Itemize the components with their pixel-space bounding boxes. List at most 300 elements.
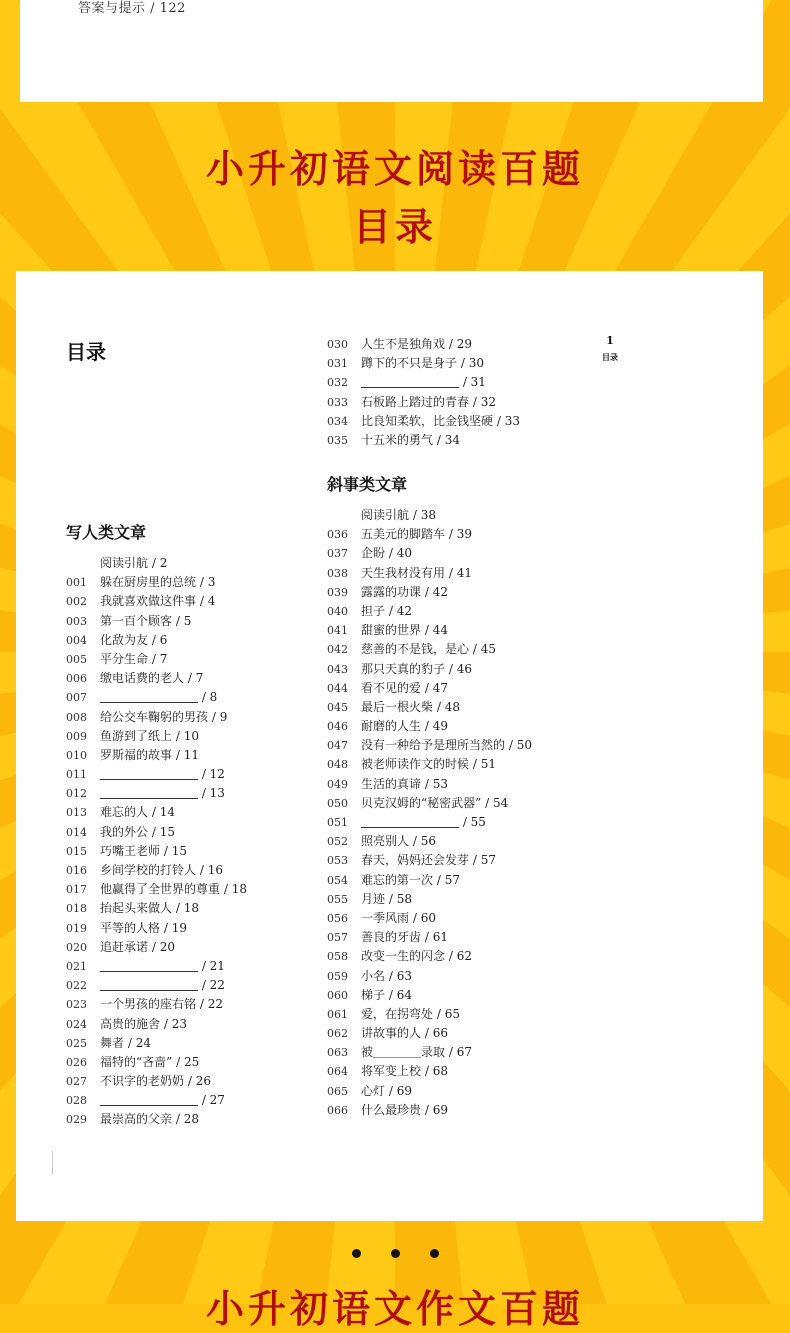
entry-number: 026 bbox=[66, 1055, 87, 1069]
entry-page: 68 bbox=[432, 1064, 448, 1079]
left-entries bbox=[66, 554, 247, 1130]
side-label: 目录 bbox=[602, 352, 618, 362]
entry-number: 005 bbox=[66, 652, 87, 666]
toc-entry bbox=[327, 602, 532, 621]
page-separator: / bbox=[459, 815, 471, 829]
entry-number: 013 bbox=[66, 806, 87, 820]
fill-in-blank bbox=[361, 375, 459, 388]
page-separator: / bbox=[196, 575, 208, 590]
entry-page: 21 bbox=[209, 958, 225, 973]
page-separator: / bbox=[385, 1083, 397, 1098]
toc-entry bbox=[66, 995, 247, 1014]
entry-title: 人生不是独角戏 bbox=[361, 337, 446, 351]
entry-title: 生活的真谛 bbox=[361, 776, 422, 791]
entry-page: 4 bbox=[207, 594, 216, 609]
page-separator: / bbox=[409, 834, 421, 849]
entry-title: 阅读引航 bbox=[361, 508, 410, 522]
entry-number: 032 bbox=[327, 376, 348, 390]
toc-entry bbox=[327, 928, 532, 947]
toc-entry bbox=[66, 631, 247, 650]
toc-page bbox=[16, 271, 763, 1221]
entry-number: 049 bbox=[327, 777, 348, 791]
banner-title: 小升初语文阅读百题 bbox=[205, 147, 584, 191]
page-separator: / bbox=[385, 546, 397, 561]
entry-page: 22 bbox=[207, 997, 223, 1012]
entry-page: 34 bbox=[444, 432, 460, 447]
page-separator: / bbox=[421, 719, 433, 734]
page-separator: / bbox=[433, 1006, 445, 1021]
entry-page: 33 bbox=[504, 413, 520, 428]
entry-number: 027 bbox=[66, 1075, 87, 1089]
entry-title: 慈善的不是钱，是心 bbox=[361, 642, 470, 657]
page-separator: / bbox=[172, 1054, 184, 1069]
entry-page: 7 bbox=[159, 651, 168, 666]
entry-title: 高贵的施舍 bbox=[100, 1016, 161, 1031]
page-separator: / bbox=[198, 767, 210, 782]
toc-entry bbox=[327, 1043, 532, 1062]
entry-page: 3 bbox=[207, 575, 216, 590]
entry-page: 50 bbox=[516, 738, 532, 753]
entry-title: 十五米的勇气 bbox=[361, 432, 434, 447]
entry-title: 福特的“吝啬” bbox=[100, 1054, 173, 1069]
entry-number: 051 bbox=[327, 816, 348, 829]
entry-page: 13 bbox=[209, 786, 225, 801]
entry-number: 035 bbox=[327, 433, 348, 447]
entry-page: 64 bbox=[396, 987, 412, 1002]
toc-entry bbox=[327, 373, 520, 392]
entry-number: 023 bbox=[66, 998, 87, 1012]
toc-entry bbox=[327, 544, 532, 563]
entry-title: 小名 bbox=[361, 968, 386, 983]
entry-page: 53 bbox=[432, 776, 448, 791]
next-banner-title: 小升初语文作文百题 bbox=[205, 1287, 584, 1331]
toc-entry bbox=[66, 1015, 247, 1034]
page-separator: / bbox=[160, 1016, 172, 1031]
entry-title: 贝克汉姆的“秘密武器” bbox=[361, 795, 482, 810]
page-heading: 目录 bbox=[66, 340, 106, 364]
entry-title: 躲在厨房里的总统 bbox=[100, 575, 197, 590]
toc-entry bbox=[327, 621, 532, 640]
entry-title: 他赢得了全世界的尊重 bbox=[100, 882, 221, 897]
entry-number: 004 bbox=[66, 633, 87, 647]
toc-entry bbox=[327, 393, 520, 412]
toc-entry bbox=[327, 717, 532, 736]
toc-entry bbox=[327, 660, 532, 679]
entry-title: 一季风雨 bbox=[361, 910, 410, 925]
entry-number: 047 bbox=[327, 739, 348, 753]
page-separator: / bbox=[421, 1064, 433, 1079]
dot-icon bbox=[352, 1249, 361, 1258]
entry-number: 009 bbox=[66, 729, 87, 743]
entry-title: 什么最珍贵 bbox=[361, 1102, 422, 1117]
page-separator: / bbox=[148, 939, 160, 954]
entry-number: 064 bbox=[327, 1065, 348, 1079]
page-separator: / bbox=[433, 432, 445, 447]
entry-page: 51 bbox=[480, 757, 496, 772]
entry-page: 18 bbox=[183, 901, 199, 916]
fill-in-blank bbox=[100, 978, 198, 991]
page-separator: / bbox=[421, 1026, 433, 1041]
page-separator: / bbox=[160, 843, 172, 858]
entry-title: 罗斯福的故事 bbox=[100, 747, 173, 762]
right-bottom-entries bbox=[327, 506, 532, 1120]
toc-entry bbox=[66, 727, 247, 746]
entry-page: 18 bbox=[231, 882, 247, 897]
entry-page: 15 bbox=[171, 843, 187, 858]
page-separator: / bbox=[184, 671, 196, 686]
entry-page: 30 bbox=[468, 356, 484, 371]
toc-entry bbox=[66, 1091, 247, 1110]
entry-number: 008 bbox=[66, 710, 87, 724]
toc-entry bbox=[327, 506, 532, 525]
entry-number: 019 bbox=[66, 921, 87, 935]
entry-title: 被＿＿＿＿录取 bbox=[361, 1045, 446, 1060]
toc-entry bbox=[327, 967, 532, 986]
toc-entry bbox=[66, 784, 247, 803]
toc-entry bbox=[327, 851, 532, 870]
dot-icon bbox=[391, 1249, 400, 1258]
entry-title: 舞者 bbox=[100, 1035, 125, 1050]
entry-page: 42 bbox=[432, 584, 448, 599]
entry-title: 讲故事的人 bbox=[361, 1026, 422, 1041]
entry-title: 化敌为友 bbox=[100, 632, 149, 647]
entry-title: 爱，在拐弯处 bbox=[361, 1006, 434, 1021]
entry-page: 5 bbox=[183, 613, 192, 628]
entry-number: 001 bbox=[66, 576, 87, 590]
page-separator: / bbox=[445, 527, 457, 542]
page-separator: / bbox=[445, 1045, 457, 1060]
entry-number: 063 bbox=[327, 1046, 348, 1060]
entry-page: 25 bbox=[183, 1054, 200, 1069]
page-separator: / bbox=[421, 680, 433, 695]
entry-title: 追赶承诺 bbox=[100, 939, 149, 954]
page-separator: / bbox=[148, 805, 160, 820]
entry-title: 缴电话费的老人 bbox=[100, 671, 185, 686]
category-heading-narrative: 斜事类文章 bbox=[327, 475, 408, 494]
entry-number: 031 bbox=[327, 357, 348, 371]
fill-in-blank bbox=[100, 786, 198, 799]
entry-page: 8 bbox=[209, 690, 218, 705]
left-column bbox=[66, 520, 247, 1130]
page-number-marker bbox=[602, 335, 618, 362]
toc-entry bbox=[327, 813, 532, 832]
fill-in-blank bbox=[100, 767, 198, 780]
fill-in-blank bbox=[361, 815, 459, 828]
toc-entry bbox=[327, 1005, 532, 1024]
entry-page: 28 bbox=[183, 1112, 199, 1127]
page-separator: / bbox=[172, 613, 184, 628]
entry-title: 没有一种给予是理所当然的 bbox=[361, 738, 506, 753]
entry-page: 47 bbox=[432, 680, 448, 695]
entry-number: 007 bbox=[66, 691, 87, 705]
page-separator: / bbox=[469, 853, 481, 868]
entry-title: 心灯 bbox=[361, 1083, 386, 1098]
entry-number: 039 bbox=[327, 585, 348, 599]
toc-entry bbox=[66, 919, 247, 938]
toc-entry bbox=[66, 708, 247, 727]
entry-page: 16 bbox=[207, 863, 223, 877]
toc-entry bbox=[66, 554, 247, 573]
entry-title: 月迹 bbox=[361, 891, 386, 906]
toc-entry bbox=[327, 775, 532, 794]
page-separator: / bbox=[198, 978, 210, 993]
entry-title: 第一百个顾客 bbox=[100, 613, 173, 628]
toc-entry bbox=[327, 583, 532, 602]
toc-entry bbox=[66, 573, 247, 592]
entry-page: 41 bbox=[456, 565, 472, 580]
entry-title: 梯子 bbox=[361, 987, 386, 1002]
entry-number: 011 bbox=[66, 768, 87, 782]
page-separator: / bbox=[481, 795, 493, 810]
toc-entry bbox=[66, 650, 247, 669]
entry-page: 15 bbox=[159, 824, 175, 839]
entry-page: 48 bbox=[444, 699, 460, 714]
previous-page-card bbox=[20, 0, 763, 102]
entry-number: 054 bbox=[327, 873, 348, 887]
entry-number: 002 bbox=[66, 595, 87, 609]
toc-entry bbox=[327, 698, 532, 717]
page-separator: / bbox=[421, 930, 433, 945]
toc-entry bbox=[327, 564, 532, 583]
page-separator: / bbox=[148, 632, 160, 647]
entry-title: 被老师读作文的时候 bbox=[361, 757, 470, 772]
right-top-entries bbox=[327, 335, 520, 450]
toc-entry bbox=[66, 669, 247, 688]
toc-entry bbox=[66, 612, 247, 631]
toc-entry bbox=[327, 871, 532, 890]
fill-in-blank bbox=[100, 1093, 198, 1106]
entry-title: 抬起头来做人 bbox=[100, 901, 173, 916]
toc-entry bbox=[66, 957, 247, 976]
entry-number: 041 bbox=[327, 624, 348, 638]
entry-page: 54 bbox=[492, 795, 509, 810]
entry-page: 39 bbox=[456, 527, 472, 542]
page-separator: / bbox=[220, 882, 232, 897]
toc-entry bbox=[66, 842, 247, 861]
toc-entry bbox=[327, 755, 532, 774]
entry-title: 耐磨的人生 bbox=[361, 719, 422, 734]
entry-page: 11 bbox=[183, 747, 199, 762]
page-separator: / bbox=[493, 413, 505, 428]
entry-title: 最后一根火柴 bbox=[361, 699, 434, 714]
page-separator: / bbox=[505, 738, 517, 753]
entry-number: 048 bbox=[327, 758, 348, 772]
toc-entry bbox=[66, 1110, 247, 1129]
page-separator: / bbox=[172, 901, 184, 916]
toc-entry bbox=[327, 679, 532, 698]
entry-number: 038 bbox=[327, 566, 348, 580]
page-separator: / bbox=[421, 776, 433, 791]
entry-page: 14 bbox=[159, 805, 175, 820]
page-separator: / bbox=[457, 356, 469, 371]
entry-title: 难忘的人 bbox=[100, 805, 149, 820]
entry-number: 022 bbox=[66, 979, 87, 993]
entry-number: 044 bbox=[327, 681, 348, 695]
entry-number: 046 bbox=[327, 720, 348, 734]
entry-number: 003 bbox=[66, 614, 87, 628]
entry-number: 060 bbox=[327, 988, 348, 1002]
entry-number: 014 bbox=[66, 825, 87, 839]
entry-number: 020 bbox=[66, 940, 87, 954]
entry-number: 029 bbox=[66, 1113, 87, 1127]
entry-number: 059 bbox=[327, 969, 348, 983]
fill-in-blank bbox=[100, 959, 198, 972]
entry-page: 27 bbox=[209, 1093, 225, 1108]
entry-title: 比良知柔软，比金钱坚硬 bbox=[361, 413, 494, 428]
page-separator: / bbox=[184, 1074, 196, 1089]
entry-page: 26 bbox=[195, 1074, 211, 1089]
entry-page: 46 bbox=[456, 661, 472, 676]
entry-page: 65 bbox=[444, 1006, 460, 1021]
toc-entry bbox=[66, 592, 247, 611]
scan-artifact bbox=[52, 1151, 53, 1175]
entry-title: 照亮别人 bbox=[361, 834, 410, 849]
entry-title: 春天，妈妈还会发芽 bbox=[361, 853, 470, 868]
entry-number: 058 bbox=[327, 950, 348, 964]
page-separator: / bbox=[160, 920, 172, 935]
banner-subtitle: 目录 bbox=[352, 205, 437, 249]
divider-dots bbox=[0, 1243, 790, 1262]
entry-page: 56 bbox=[420, 834, 436, 849]
entry-page: 62 bbox=[456, 949, 472, 964]
entry-number: 061 bbox=[327, 1007, 348, 1021]
toc-entry bbox=[327, 525, 532, 544]
entry-title: 看不见的爱 bbox=[361, 680, 422, 695]
page-separator: / bbox=[196, 594, 208, 609]
entry-number: 030 bbox=[327, 338, 348, 351]
entry-page: 63 bbox=[396, 968, 412, 983]
toc-entry bbox=[66, 765, 247, 784]
entry-number: 036 bbox=[327, 528, 348, 542]
toc-entry bbox=[327, 794, 532, 813]
dot-icon bbox=[430, 1249, 439, 1258]
entry-number: 024 bbox=[66, 1017, 87, 1031]
entry-number: 018 bbox=[66, 902, 87, 916]
category-heading-people: 写人类文章 bbox=[66, 523, 147, 542]
entry-title: 难忘的第一次 bbox=[361, 872, 434, 887]
entry-number: 043 bbox=[327, 662, 348, 676]
toc-entry bbox=[66, 823, 247, 842]
page-separator: / bbox=[148, 556, 160, 570]
page-separator: / bbox=[172, 747, 184, 762]
toc-entry bbox=[66, 861, 247, 880]
entry-number: 034 bbox=[327, 414, 348, 428]
entry-number: 042 bbox=[327, 643, 348, 657]
page-separator: / bbox=[196, 863, 208, 877]
toc-entry bbox=[327, 947, 532, 966]
page-separator: / bbox=[148, 824, 160, 839]
toc-entry bbox=[327, 986, 532, 1005]
page-separator: / bbox=[433, 699, 445, 714]
page-separator: / bbox=[445, 949, 457, 964]
page-number: 1 bbox=[606, 334, 614, 347]
toc-entry bbox=[327, 1082, 532, 1101]
page-separator: / bbox=[421, 623, 433, 638]
entry-title: 给公交车鞠躬的男孩 bbox=[100, 709, 209, 724]
page-separator: / bbox=[459, 375, 471, 390]
toc-entry bbox=[66, 1072, 247, 1091]
entry-number: 055 bbox=[327, 892, 348, 906]
page-separator: / bbox=[172, 1112, 184, 1127]
entry-title: 鱼游到了纸上 bbox=[100, 728, 173, 743]
entry-page: 20 bbox=[159, 939, 175, 954]
entry-page: 40 bbox=[396, 546, 412, 561]
toc-entry bbox=[327, 890, 532, 909]
entry-title: 一个男孩的座右铭 bbox=[100, 997, 197, 1012]
entry-page: 58 bbox=[396, 891, 412, 906]
entry-page: 29 bbox=[456, 337, 472, 351]
entry-number: 056 bbox=[327, 911, 348, 925]
toc-entry bbox=[66, 938, 247, 957]
toc-entry bbox=[327, 1101, 532, 1120]
entry-page: 22 bbox=[209, 978, 225, 993]
entry-page: 49 bbox=[432, 719, 448, 734]
entry-number: 012 bbox=[66, 787, 87, 801]
toc-entry bbox=[327, 412, 520, 431]
page-separator: / bbox=[198, 786, 210, 801]
entry-page: 42 bbox=[396, 603, 412, 618]
page-separator: / bbox=[385, 987, 397, 1002]
toc-entry bbox=[66, 803, 247, 822]
toc-entry bbox=[66, 1053, 247, 1072]
page-separator: / bbox=[433, 872, 445, 887]
page-separator: / bbox=[208, 709, 220, 724]
toc-entry bbox=[66, 899, 247, 918]
entry-number: 025 bbox=[66, 1036, 87, 1050]
toc-entry bbox=[327, 909, 532, 928]
entry-title: 五美元的脚踏车 bbox=[361, 527, 446, 542]
page-separator: / bbox=[385, 891, 397, 906]
page-separator: / bbox=[385, 603, 397, 618]
entry-number: 017 bbox=[66, 883, 87, 897]
toc-entry bbox=[327, 1062, 532, 1081]
entry-title: 露露的功课 bbox=[361, 584, 422, 599]
entry-page: 24 bbox=[135, 1035, 151, 1050]
toc-entry bbox=[66, 880, 247, 899]
entry-page: 69 bbox=[396, 1083, 412, 1098]
page-separator: / bbox=[409, 910, 421, 925]
toc-entry bbox=[327, 431, 520, 450]
entry-number: 016 bbox=[66, 864, 87, 877]
entry-title: 改变一生的闪念 bbox=[361, 949, 446, 964]
entry-page: 2 bbox=[159, 556, 168, 570]
entry-number: 028 bbox=[66, 1094, 87, 1108]
entry-number: 010 bbox=[66, 748, 87, 762]
toc-entry bbox=[66, 1034, 247, 1053]
entry-title: 蹲下的不只是身子 bbox=[361, 356, 458, 371]
entry-title: 我就喜欢做这件事 bbox=[100, 594, 197, 609]
entry-title: 善良的牙齿 bbox=[361, 930, 422, 945]
entry-page: 9 bbox=[219, 709, 228, 724]
entry-number: 006 bbox=[66, 672, 87, 686]
right-column-top bbox=[327, 335, 520, 450]
toc-entry bbox=[66, 746, 247, 765]
page-separator: / bbox=[445, 337, 457, 351]
page-separator: / bbox=[198, 690, 210, 705]
entry-page: 45 bbox=[480, 642, 496, 657]
entry-number: 045 bbox=[327, 700, 348, 714]
entry-page: 6 bbox=[159, 632, 168, 647]
page-separator: / bbox=[196, 997, 208, 1012]
entry-title: 平等的人格 bbox=[100, 920, 161, 935]
entry-number: 050 bbox=[327, 796, 348, 810]
entry-title: 最崇高的父亲 bbox=[100, 1112, 173, 1127]
entry-number: 037 bbox=[327, 547, 348, 561]
entry-number: 021 bbox=[66, 959, 87, 973]
entry-page: 67 bbox=[456, 1045, 472, 1060]
toc-entry bbox=[327, 354, 520, 373]
entry-page: 44 bbox=[432, 623, 448, 638]
